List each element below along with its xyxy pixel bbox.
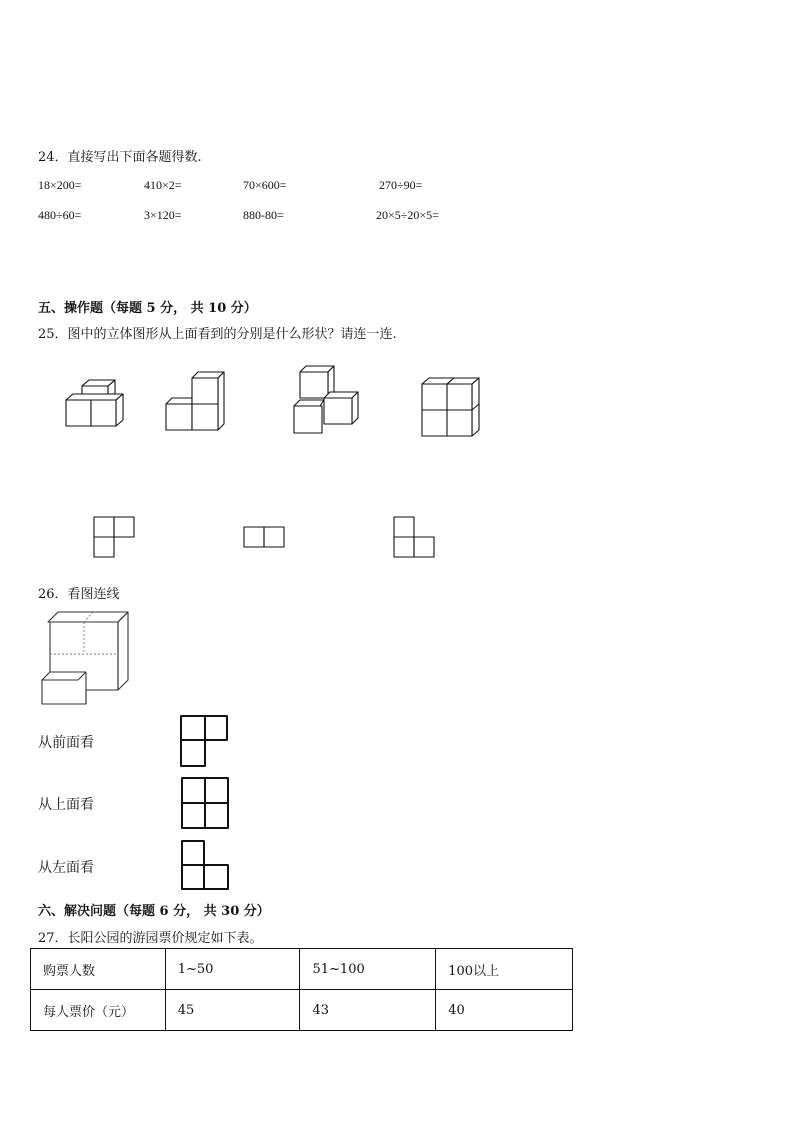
q27-price-table [30,948,573,1031]
table-cell: 43 [300,990,436,1031]
q24-expr: 270÷90= [379,178,423,192]
q25-solid-4 [418,377,484,441]
q25-title: 25．图中的立体图形从上面看到的分别是什么形状？请连一连. [38,327,397,342]
section6-title: 六、解决问题（每题 6 分， 共 30 分） [38,904,270,919]
q24-expr: 18×200= [38,178,82,192]
q26-label-top: 从上面看 [38,797,94,813]
q26-view-2 [180,776,232,832]
q26-solid [38,610,132,708]
q24-expr: 20×5÷20×5= [376,208,439,222]
table-cell: 40 [436,990,573,1031]
q25-view-1 [93,516,137,558]
q24-expr: 410×2= [144,178,182,192]
q26-label-front: 从前面看 [38,735,94,751]
table-cell: 1~50 [165,949,300,990]
table-cell: 100以上 [436,949,573,990]
q26-label-left: 从左面看 [38,860,94,876]
q26-view-1 [179,714,231,768]
table-cell: 每人票价（元） [31,990,166,1031]
q26-view-3 [180,839,232,893]
q26-title: 26．看图连线 [38,587,120,602]
q24-expr: 3×120= [144,208,182,222]
table-cell: 购票人数 [31,949,166,990]
q27-title: 27．长阳公园的游园票价规定如下表。 [38,931,263,946]
q24-expr: 70×600= [243,178,287,192]
q25-view-3 [393,516,437,558]
table-row [31,990,573,1031]
q25-solid-1 [60,380,130,432]
section5-title: 五、操作题（每题 5 分， 共 10 分） [38,301,257,316]
q24-title: 24．直接写出下面各题得数. [38,150,202,165]
q24-expr: 880-80= [243,208,284,222]
q25-solid-2 [162,369,228,435]
q25-view-2 [243,526,287,550]
table-cell: 51~100 [300,949,436,990]
q24-expr: 480÷60= [38,208,82,222]
table-cell: 45 [165,990,300,1031]
q25-solid-3 [290,364,362,436]
table-row [31,949,573,990]
